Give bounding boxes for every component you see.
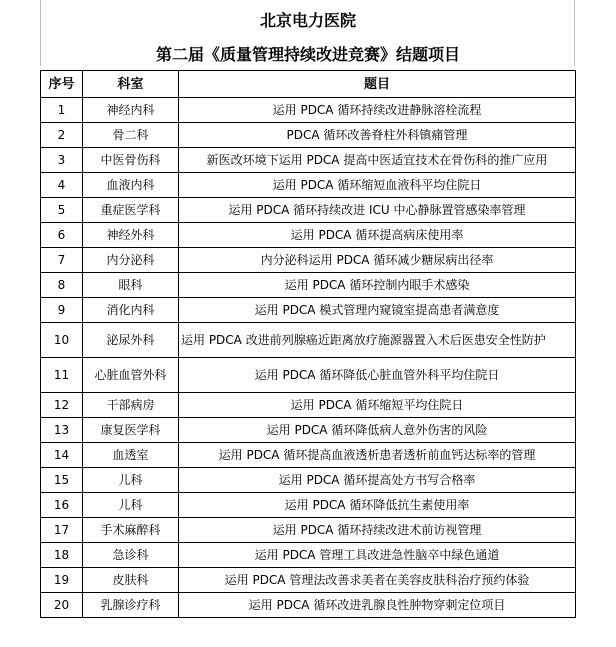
table-header-row <box>41 71 576 98</box>
cell-project: 新医改环境下运用 PDCA 提高中医适宜技术在骨伤科的推广应用 <box>179 148 576 173</box>
cell-project: 运用 PDCA 循环持续改进静脉溶栓流程 <box>179 98 576 123</box>
cell-department: 儿科 <box>83 493 179 518</box>
cell-number: 18 <box>41 543 83 568</box>
cell-number: 12 <box>41 393 83 418</box>
cell-number: 13 <box>41 418 83 443</box>
cell-department: 神经外科 <box>83 223 179 248</box>
cell-project: 运用 PDCA 循环持续改进术前访视管理 <box>179 518 576 543</box>
cell-department: 康复医学科 <box>83 418 179 443</box>
column-header-number: 序号 <box>41 71 83 98</box>
cell-department: 儿科 <box>83 468 179 493</box>
table-row <box>41 298 576 323</box>
cell-department: 中医骨伤科 <box>83 148 179 173</box>
table-row <box>41 493 576 518</box>
cell-number: 19 <box>41 568 83 593</box>
cell-project: 运用 PDCA 管理法改善求美者在美容皮肤科治疗预约体验 <box>179 568 576 593</box>
cell-number: 4 <box>41 173 83 198</box>
cell-project: 运用 PDCA 管理工具改进急性脑卒中绿色通道 <box>179 543 576 568</box>
table-row <box>41 223 576 248</box>
table-row <box>41 148 576 173</box>
table-row <box>41 173 576 198</box>
cell-project: 运用 PDCA 模式管理内窥镜室提高患者满意度 <box>179 298 576 323</box>
document-subtitle: 第二届《质量管理持续改进竞赛》结题项目 <box>155 45 460 64</box>
cell-department: 乳腺诊疗科 <box>83 593 179 618</box>
cell-number: 1 <box>41 98 83 123</box>
cell-number: 11 <box>41 358 83 393</box>
table-row <box>41 393 576 418</box>
cell-number: 16 <box>41 493 83 518</box>
cell-department: 骨二科 <box>83 123 179 148</box>
cell-department: 干部病房 <box>83 393 179 418</box>
hospital-title: 北京电力医院 <box>259 11 356 30</box>
cell-project: 运用 PDCA 循环持续改进 ICU 中心静脉置管感染率管理 <box>179 198 576 223</box>
table-row <box>41 98 576 123</box>
cell-number: 20 <box>41 593 83 618</box>
cell-department: 重症医学科 <box>83 198 179 223</box>
cell-department: 皮肤科 <box>83 568 179 593</box>
table-row <box>41 468 576 493</box>
cell-number: 6 <box>41 223 83 248</box>
table-row <box>41 273 576 298</box>
table-row <box>41 543 576 568</box>
cell-number: 8 <box>41 273 83 298</box>
cell-project: 运用 PDCA 循环改进乳腺良性肿物穿刺定位项目 <box>179 593 576 618</box>
cell-department: 消化内科 <box>83 298 179 323</box>
cell-number: 7 <box>41 248 83 273</box>
cell-department: 内分泌科 <box>83 248 179 273</box>
cell-number: 17 <box>41 518 83 543</box>
cell-project: 运用 PDCA 循环提高血液透析患者透析前血钙达标率的管理 <box>179 443 576 468</box>
table-row <box>41 358 576 393</box>
table-body <box>41 98 576 618</box>
column-header-project: 题目 <box>179 71 576 98</box>
cell-project: PDCA 循环改善脊柱外科镇痛管理 <box>179 123 576 148</box>
cell-number: 10 <box>41 323 83 358</box>
cell-project: 运用 PDCA 循环提高病床使用率 <box>179 223 576 248</box>
cell-number: 3 <box>41 148 83 173</box>
cell-number: 15 <box>41 468 83 493</box>
cell-project: 运用 PDCA 循环缩短血液科平均住院日 <box>179 173 576 198</box>
projects-table <box>40 70 576 618</box>
cell-project: 内分泌科运用 PDCA 循环减少糖尿病出径率 <box>179 248 576 273</box>
cell-number: 2 <box>41 123 83 148</box>
table-row <box>41 323 576 358</box>
table-row <box>41 593 576 618</box>
table-row <box>41 198 576 223</box>
cell-project: 运用 PDCA 循环降低病人意外伤害的风险 <box>179 418 576 443</box>
cell-project: 运用 PDCA 改进前列腺癌近距离放疗施源器置入术后医患安全性防护 <box>179 323 576 358</box>
cell-project: 运用 PDCA 循环控制内眼手术感染 <box>179 273 576 298</box>
cell-number: 5 <box>41 198 83 223</box>
table-row <box>41 123 576 148</box>
cell-department: 心脏血管外科 <box>83 358 179 393</box>
cell-department: 血液内科 <box>83 173 179 198</box>
cell-department: 手术麻醉科 <box>83 518 179 543</box>
cell-department: 血透室 <box>83 443 179 468</box>
cell-project: 运用 PDCA 循环降低抗生素使用率 <box>179 493 576 518</box>
table-row <box>41 568 576 593</box>
cell-project: 运用 PDCA 循环降低心脏血管外科平均住院日 <box>179 358 576 393</box>
table-row <box>41 518 576 543</box>
cell-department: 急诊科 <box>83 543 179 568</box>
table-row <box>41 248 576 273</box>
table-row <box>41 418 576 443</box>
cell-department: 眼科 <box>83 273 179 298</box>
column-header-department: 科室 <box>83 71 179 98</box>
cell-department: 神经内科 <box>83 98 179 123</box>
cell-project: 运用 PDCA 循环缩短平均住院日 <box>179 393 576 418</box>
cell-number: 14 <box>41 443 83 468</box>
cell-department: 泌尿外科 <box>83 323 179 358</box>
cell-number: 9 <box>41 298 83 323</box>
cell-project: 运用 PDCA 循环提高处方书写合格率 <box>179 468 576 493</box>
table-row <box>41 443 576 468</box>
